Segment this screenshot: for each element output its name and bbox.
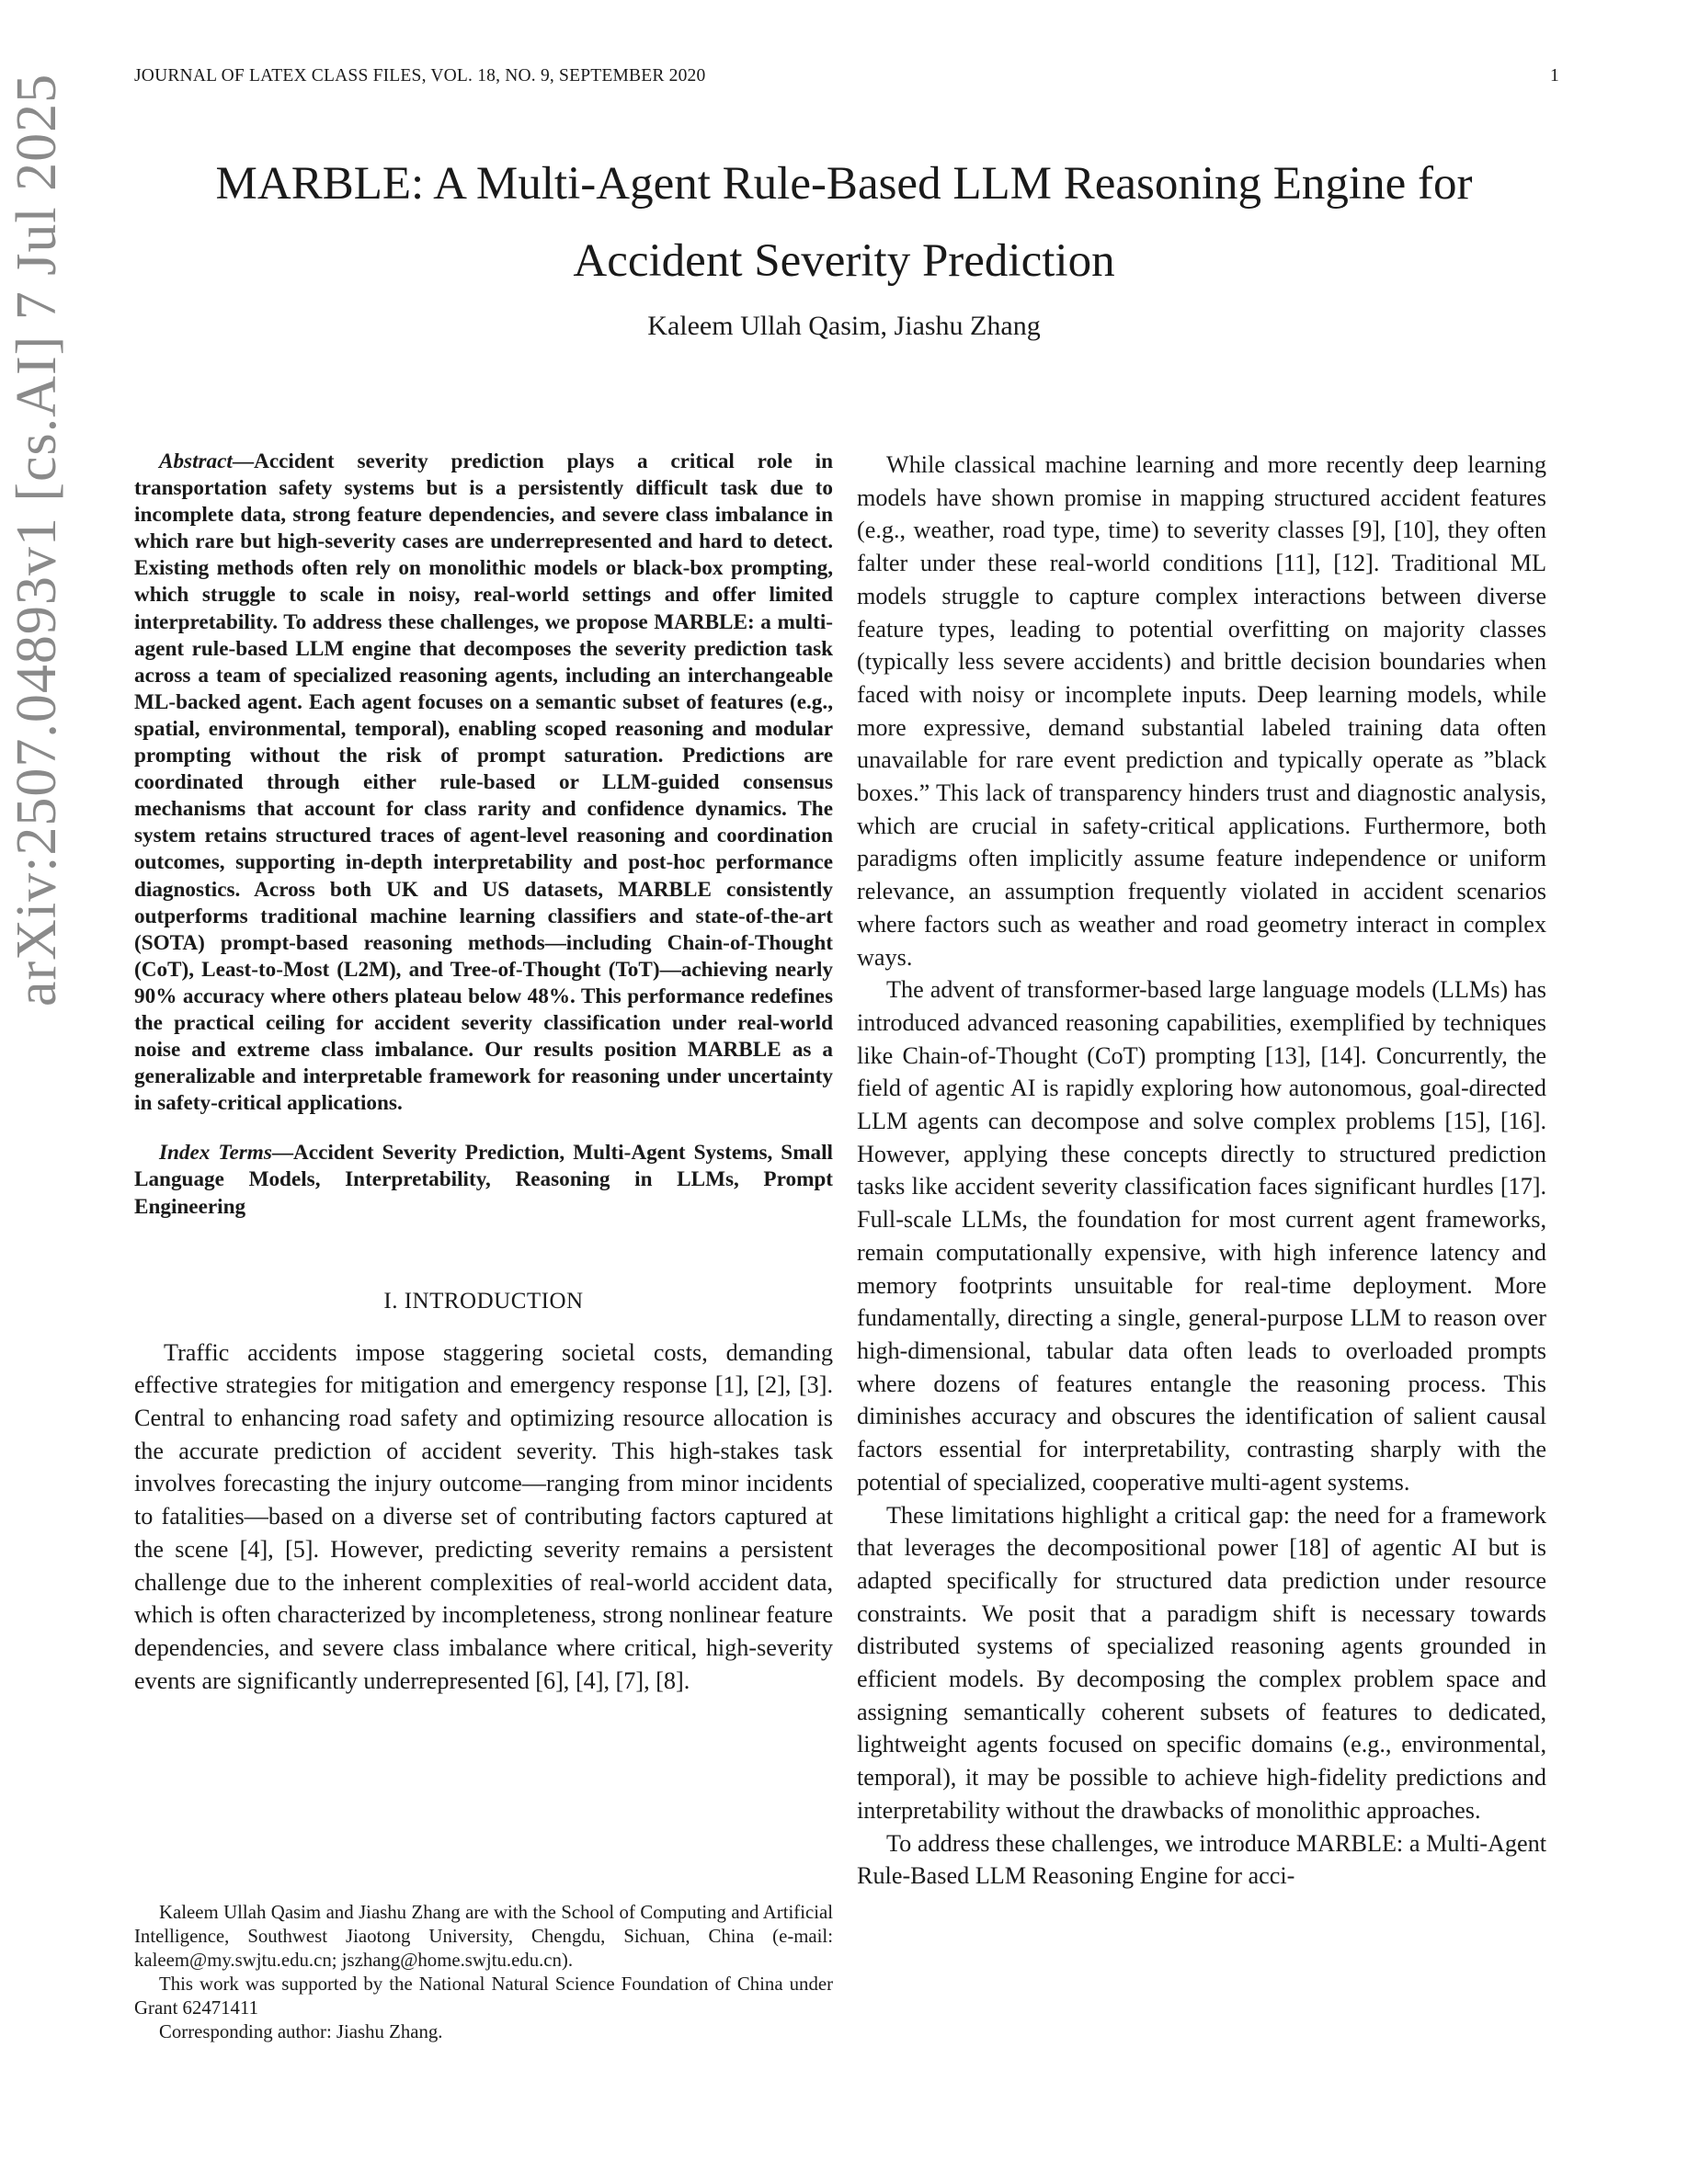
- author-list: Kaleem Ullah Qasim, Jiashu Zhang: [647, 311, 1041, 341]
- index-terms-lead: Index Terms: [159, 1141, 272, 1166]
- right-column: [857, 449, 1546, 1893]
- footnote-funding: This work was supported by the National Natural Science Foundation of China under Grant 62471411: [134, 1974, 833, 2019]
- abstract-lead: Abstract: [159, 449, 233, 473]
- page-number: 1: [1550, 66, 1559, 85]
- body-paragraph: To address these challenges, we introduce MARBLE: a Multi-Agent Rule-Based LLM Reasoning Engine for acci-: [857, 1829, 1546, 1890]
- footnotes: [134, 1901, 833, 2044]
- index-terms: [134, 1140, 833, 1220]
- footnote-corresponding: Corresponding author: Jiashu Zhang.: [159, 2021, 443, 2042]
- index-terms-text: —Accident Severity Prediction, Multi-Agent Systems, Small Language Models, Interpretability, Reasoning in LLMs, Prompt Engineering: [134, 1141, 833, 1219]
- abstract-text: —Accident severity prediction plays a critical role in transportation safety systems but is a persistently difficult task due to incomplete data, strong feature dependencies, and severe class imbalance in which rare but high-severity cases are underrepresented and hard to detect. Existing methods often rely on monolithic models or black-box prompting, which struggle to scale in noisy, real-world settings and offer limited interpretability. To address these challenges, we propose MARBLE: a multi-agent rule-based LLM engine that decomposes the severity prediction task across a team of specialized reasoning agents, including an interchangeable ML-backed agent. Each agent focuses on a semantic subset of features (e.g., spatial, environmental, temporal), enabling scoped reasoning and modular prompting without the risk of prompt saturation. Predictions are coordinated through either rule-based or LLM-guided consensus mechanisms that account for class rarity and confidence dynamics. The system retains structured traces of agent-level reasoning and coordination outcomes, supporting in-depth interpretability and post-hoc performance diagnostics. Across both UK and US datasets, MARBLE consistently outperforms traditional machine learning classifiers and state-of-the-art (SOTA) prompt-based reasoning methods—including Chain-of-Thought (CoT), Least-to-Most (L2M), and Tree-of-Thought (ToT)—achieving nearly 90% accuracy where others plateau below 48%. This performance redefines the practical ceiling for accident severity classification under real-world noise and extreme class imbalance. Our results position MARBLE as a generalizable and interpretable framework for reasoning under uncertainty in safety-critical applications.: [134, 449, 833, 1116]
- journal-name: JOURNAL OF LATEX CLASS FILES, VOL. 18, NO. 9, SEPTEMBER 2020: [134, 66, 706, 85]
- abstract: [134, 449, 833, 1117]
- section-heading: I. INTRODUCTION: [383, 1288, 584, 1314]
- footnote-affiliation: Kaleem Ullah Qasim and Jiashu Zhang are with the School of Computing and Artificial Intelligence, Southwest Jiaotong University, Chengdu, Sichuan, China (e-mail: kaleem@my.swjtu.edu.cn; jszhang@home.swjtu.edu.cn).: [134, 1902, 833, 1971]
- body-paragraph: While classical machine learning and more recently deep learning models have shown promise in mapping structured accident features (e.g., weather, road type, time) to severity classes [9], [10], they often falter under these real-world conditions [11], [12]. Traditional ML models struggle to capture complex interactions between diverse feature types, leading to potential overfitting on majority classes (typically less severe accidents) and brittle decision boundaries when faced with noisy or incomplete inputs. Deep learning models, while more expressive, demand substantial labeled training data often unavailable for rare event prediction and typically operate as ”black boxes.” This lack of transparency hinders trust and diagnostic analysis, which are crucial in safety-critical applications. Furthermore, both paradigms often implicitly assume feature independence or uniform relevance, an assumption frequently violated in accident scenarios where factors such as weather and road geometry interact in complex ways.: [857, 451, 1546, 971]
- running-head: [134, 66, 1559, 86]
- arxiv-stamp: arXiv:2507.04893v1 [cs.AI] 7 Jul 2025: [6, 73, 68, 1007]
- intro-paragraph: Traffic accidents impose staggering societal costs, demanding effective strategies for mitigation and emergency response [1], [2], [3]. Central to enhancing road safety and optimizing resource allocation is the accurate prediction of accident severity. This high-stakes task involves forecasting the injury outcome—ranging from minor incidents to fatalities—based on a diverse set of contributing factors captured at the scene [4], [5]. However, predicting severity remains a persistent challenge due to the inherent complexities of real-world accident data, which is often characterized by incompleteness, strong nonlinear feature dependencies, and severe class imbalance where critical, high-severity events are significantly underrepresented [6], [4], [7], [8].: [134, 1338, 833, 1694]
- paper-title: MARBLE: A Multi-Agent Rule-Based LLM Reasoning Engine for Accident Severity Prediction: [215, 158, 1473, 287]
- body-paragraph: The advent of transformer-based large language models (LLMs) has introduced advanced reasoning capabilities, exemplified by techniques like Chain-of-Thought (CoT) prompting [13], [14]. Concurrently, the field of agentic AI is rapidly exploring how autonomous, goal-directed LLM agents can decompose and solve complex problems [15], [16]. However, applying these concepts directly to structured prediction tasks like accident severity classification faces significant hurdles [17]. Full-scale LLMs, the foundation for most current agent frameworks, remain computationally expensive, with high inference latency and memory footprints unsuitable for real-time deployment. More fundamentally, directing a single, general-purpose LLM to reason over high-dimensional, tabular data often leads to overloaded prompts where dozens of features entangle the reasoning process. This diminishes accuracy and obscures the identification of salient causal factors essential for interpretability, contrasting sharply with the potential of specialized, cooperative multi-agent systems.: [857, 976, 1546, 1496]
- body-paragraph: These limitations highlight a critical gap: the need for a framework that leverages the decompositional power [18] of agentic AI but is adapted specifically for structured data prediction under resource constraints. We posit that a paradigm shift is necessary towards distributed systems of specialized reasoning agents grounded in efficient models. By decomposing the complex problem space and assigning semantically coherent subsets of features to dedicated, lightweight agents focused on specific domains (e.g., environmental, temporal), it may be possible to achieve high-fidelity predictions and interpretability without the drawbacks of monolithic approaches.: [857, 1501, 1546, 1824]
- left-column: [134, 449, 833, 1697]
